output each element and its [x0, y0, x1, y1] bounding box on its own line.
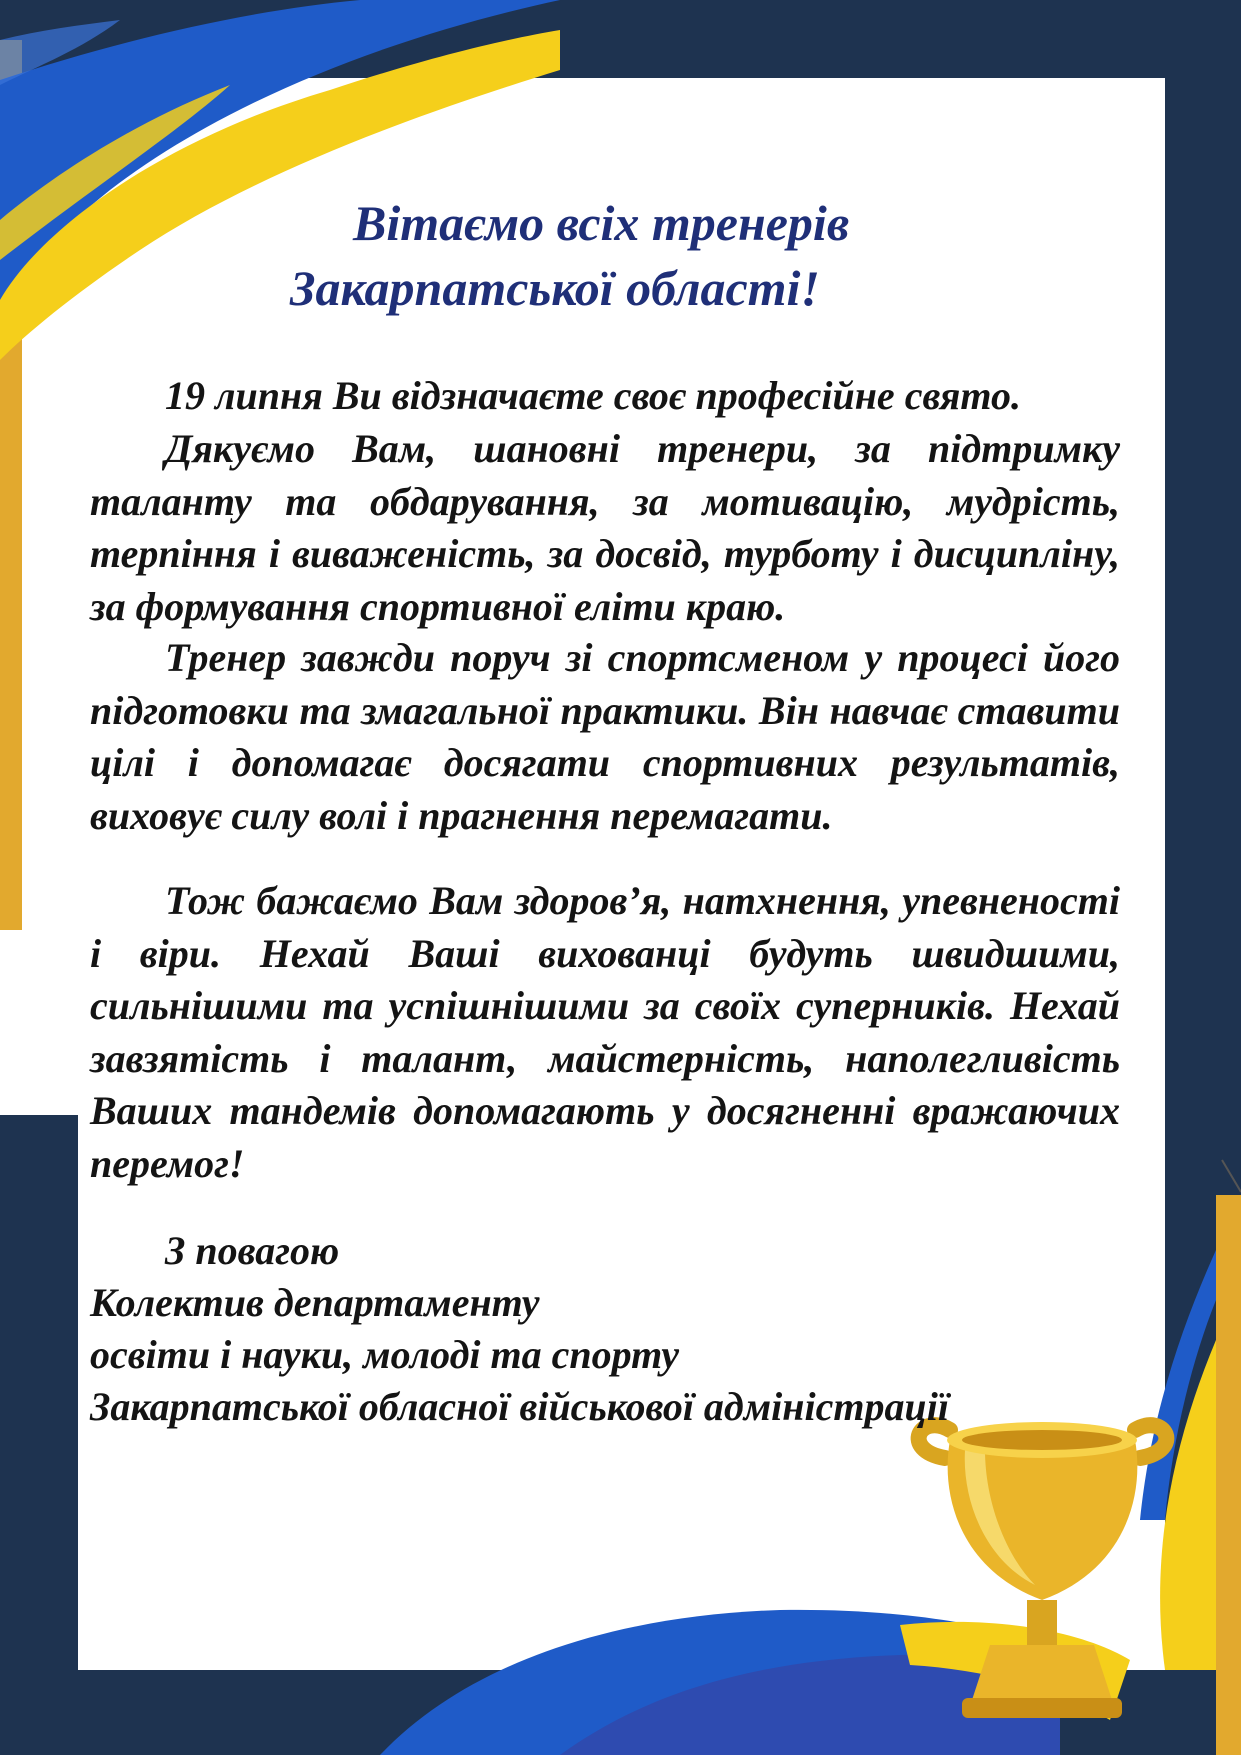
paragraph-1	[90, 370, 1120, 423]
paragraph-1-text: 19 липня Ви відзначаєте своє професійне свято.	[165, 373, 1021, 418]
signature-line-3: Закарпатської обласної військової адміністрації	[90, 1384, 949, 1429]
paragraph-4	[90, 875, 1120, 1190]
title-line-2: Закарпатської області!	[290, 260, 820, 316]
paragraph-2	[90, 423, 1120, 633]
paragraph-3	[90, 632, 1120, 842]
paragraph-4-text: Тож бажаємо Вам здоров’я, натхнення, упевненості і віри. Нехай Ваші вихованці будуть швидшими, сильнішими та успішнішими за своїх суперників. Нехай завзятість і талант, майстерність, наполегливість Ваших тандемів допомагають у досягненні вражаючих перемог!	[90, 878, 1120, 1186]
signature-greeting: З повагою	[165, 1228, 340, 1273]
title-line-1: Вітаємо всіх тренерів	[353, 195, 850, 251]
paragraph-2-text: Дякуємо Вам, шановні тренери, за підтримку таланту та обдарування, за мотивацію, мудрість, терпіння і виваженість, за досвід, турботу і дисципліну, за формування спортивної еліти краю.	[90, 426, 1120, 629]
signature-line-1: Колектив департаменту	[90, 1280, 540, 1325]
paragraph-3-text: Тренер завжди поруч зі спортсменом у процесі його підготовки та змагальної практики. Він навчає ставити цілі і допомагає досягати спортивних результатів, виховує силу волі і прагнення перемагати.	[90, 635, 1120, 838]
signature-line-2: освіти і науки, молоді та спорту	[90, 1332, 679, 1377]
